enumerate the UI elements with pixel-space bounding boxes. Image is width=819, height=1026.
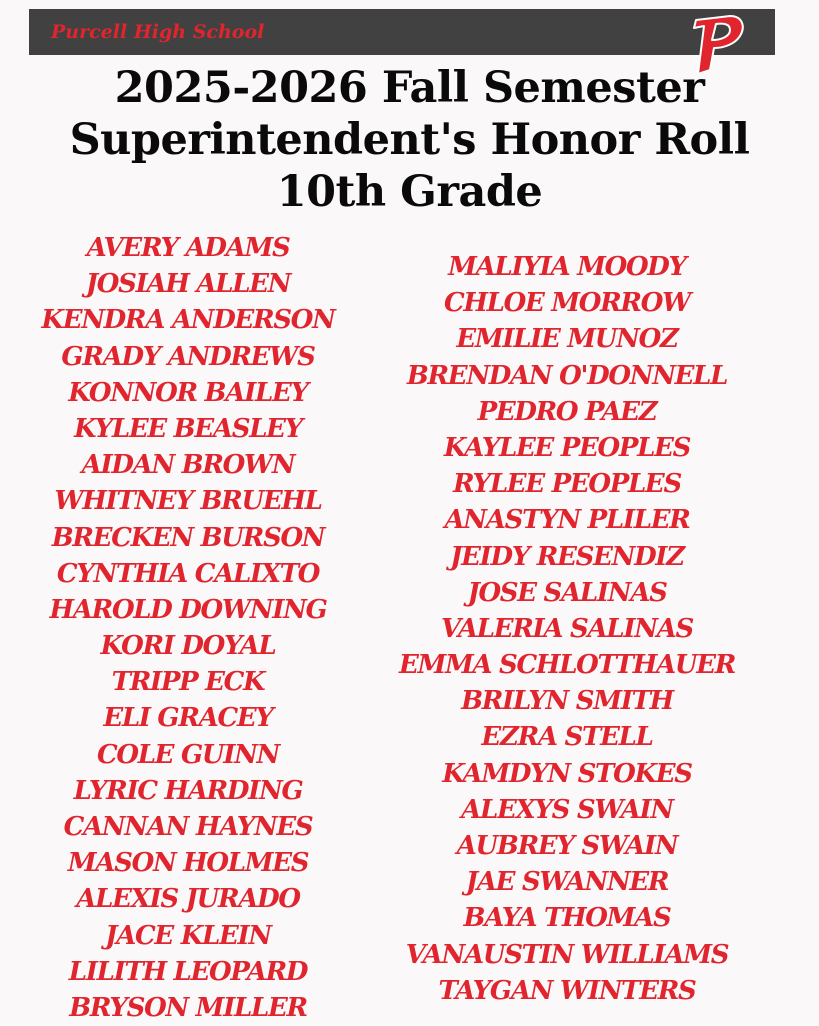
student-name: CYNTHIA CALIXTO bbox=[56, 558, 320, 589]
student-name: BRYSON MILLER bbox=[69, 992, 307, 1023]
student-name: EMMA SCHLOTTHAUER bbox=[398, 650, 736, 681]
school-name: Purcell High School bbox=[51, 21, 265, 43]
student-name: KONNOR BAILEY bbox=[68, 377, 308, 408]
student-name: BRILYN SMITH bbox=[461, 686, 673, 717]
student-name: VALERIA SALINAS bbox=[440, 613, 694, 644]
student-name: KAMDYN STOKES bbox=[442, 758, 692, 789]
student-name: AUBREY SWAIN bbox=[456, 831, 678, 861]
student-name: EMILIE MUNOZ bbox=[456, 324, 678, 355]
title-honor-roll: Superintendent's Honor Roll bbox=[69, 115, 750, 165]
student-name: JOSIAH ALLEN bbox=[85, 269, 291, 300]
header-bar bbox=[29, 9, 775, 55]
student-name: LILITH LEOPARD bbox=[68, 956, 308, 987]
student-name: COLE GUINN bbox=[96, 739, 280, 770]
page-title bbox=[0, 62, 819, 218]
student-name: AIDAN BROWN bbox=[81, 450, 295, 481]
title-grade: 10th Grade bbox=[276, 167, 543, 217]
student-name: RYLEE PEOPLES bbox=[453, 469, 681, 500]
student-name: LYRIC HARDING bbox=[73, 775, 303, 806]
student-name: EZRA STELL bbox=[481, 722, 653, 753]
student-name: TRIPP ECK bbox=[111, 667, 265, 698]
student-name: AVERY ADAMS bbox=[86, 233, 290, 263]
student-name: GRADY ANDREWS bbox=[61, 341, 315, 372]
student-name: CHLOE MORROW bbox=[444, 288, 690, 319]
student-list-right bbox=[392, 249, 742, 1009]
student-name: BRECKEN BURSON bbox=[51, 522, 325, 553]
student-name: JAE SWANNER bbox=[465, 867, 669, 898]
student-name: JEIDY RESENDIZ bbox=[450, 541, 684, 572]
student-name: PEDRO PAEZ bbox=[477, 396, 657, 427]
student-name: KENDRA ANDERSON bbox=[41, 305, 335, 336]
student-list-left bbox=[40, 230, 336, 1026]
student-name: JACE KLEIN bbox=[105, 920, 271, 951]
student-name: KORI DOYAL bbox=[100, 631, 276, 662]
student-name: JOSE SALINAS bbox=[467, 577, 667, 608]
student-name: BRENDAN O'DONNELL bbox=[406, 360, 728, 391]
student-name: ALEXYS SWAIN bbox=[461, 794, 673, 825]
student-name: TAYGAN WINTERS bbox=[438, 975, 696, 1006]
student-name: HAROLD DOWNING bbox=[49, 594, 327, 625]
student-name: BAYA THOMAS bbox=[463, 903, 671, 934]
student-name: VANAUSTIN WILLIAMS bbox=[405, 939, 729, 970]
title-semester: 2025-2026 Fall Semester bbox=[114, 63, 705, 113]
student-name: MASON HOLMES bbox=[67, 848, 309, 879]
student-name: CANNAN HAYNES bbox=[63, 812, 313, 842]
student-name: ALEXIS JURADO bbox=[76, 884, 300, 915]
student-name: MALIYIA MOODY bbox=[448, 252, 686, 282]
student-name: ELI GRACEY bbox=[103, 703, 273, 734]
student-name: WHITNEY BRUEHL bbox=[54, 486, 322, 517]
student-name: KYLEE BEASLEY bbox=[74, 413, 302, 444]
student-name: ANASTYN PLILER bbox=[444, 505, 690, 536]
student-name: KAYLEE PEOPLES bbox=[443, 432, 691, 463]
